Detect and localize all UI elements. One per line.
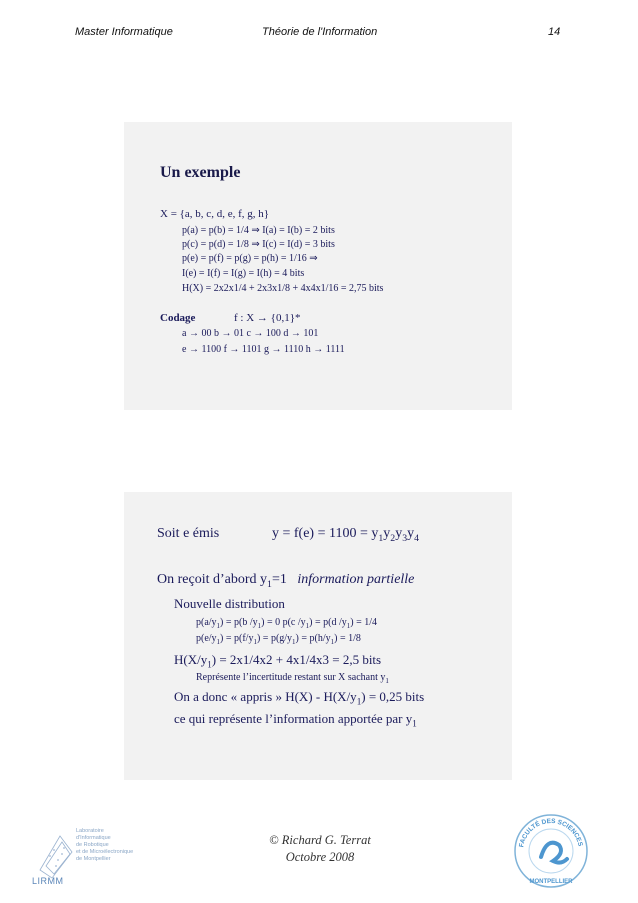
codage-function: f : X → {0,1}* — [234, 312, 301, 324]
nouvelle-distribution: Nouvelle distribution — [174, 596, 285, 611]
slide-title: Un exemple — [160, 164, 241, 181]
learned-info: On a donc « appris » $H(X) - H(X/y_1) = 0,25$ bits — [174, 689, 425, 707]
code-line-2: e → 1100 f → 1101 g → 1110 h → 1111 — [182, 344, 345, 355]
on-recoit-line: On reçoit d’abord $y_1=1$ information partielle — [157, 572, 415, 590]
cond-prob-line-1: $p(a/y_1) = p(b$ $/y_1) = 0$ p(c $/y_1) = p(d$ $/y_1) = 1/4$ — [196, 617, 377, 630]
svg-text:MONTPELLIER: MONTPELLIER — [529, 879, 573, 885]
y-equation: $y = f(e) = 1100 = y_1y_2y_3y_4$ — [272, 526, 419, 544]
slide-partial-info — [124, 492, 512, 780]
author: © Richard G. Terrat — [269, 833, 371, 847]
uncertainty-note: Représente l’incertitude restant sur X sachant $y_1$ — [196, 672, 389, 685]
page-number: 14 — [548, 26, 561, 38]
set-definition: X = {a, b, c, d, e, f, g, h} — [160, 208, 270, 220]
svg-text:FACULTÉ DES SCIENCES: FACULTÉ DES SCIENCES — [518, 817, 584, 848]
cond-prob-line-2: $p(e/y_1) = p(f/y_1) = p(g/y_1) = p(h/y_1) = 1/8$ — [196, 633, 361, 646]
entropy-line: H(X) = 2x2x1/4 + 2x3x1/8 + 4x4x1/16 = 2,75 bits — [182, 283, 384, 294]
date: Octobre 2008 — [285, 850, 355, 864]
conditional-entropy: $H(X/y_1) = 2x1/4x2 + 4x1/4x3 = 2,5$ bits — [174, 652, 382, 670]
prob-line-4: I(e) = I(f) = I(g) = I(h) = 4 bits — [182, 268, 305, 279]
slide-example — [124, 122, 512, 410]
code-line-1: a → 00 b → 01 c → 100 d → 101 — [182, 328, 319, 339]
prob-line-2: p(c) = p(d) = 1/8 ⇒ I(c) = I(d) = 3 bits — [182, 239, 335, 250]
lirmm-description: Laboratoire d'Informatique de Robotique et de Microélectronique de Montpellier — [76, 828, 134, 862]
codage-label: Codage — [160, 312, 196, 324]
info-partielle: information partielle — [297, 572, 415, 587]
info-provided: ce qui représente l’information apportée par $y_1$ — [174, 711, 417, 729]
header-subject: Théorie de l'Information — [262, 26, 378, 38]
header-course: Master Informatique — [75, 26, 173, 38]
faculty-seal-logo — [513, 813, 589, 889]
prob-line-3: p(e) = p(f) = p(g) = p(h) = 1/16 ⇒ — [182, 253, 318, 264]
lirmm-wordmark: LIRMM — [32, 876, 64, 886]
footer — [250, 832, 390, 866]
soit-e-emis: Soit e émis — [157, 526, 220, 541]
prob-line-1: p(a) = p(b) = 1/4 ⇒ I(a) = I(b) = 2 bits — [182, 225, 335, 236]
